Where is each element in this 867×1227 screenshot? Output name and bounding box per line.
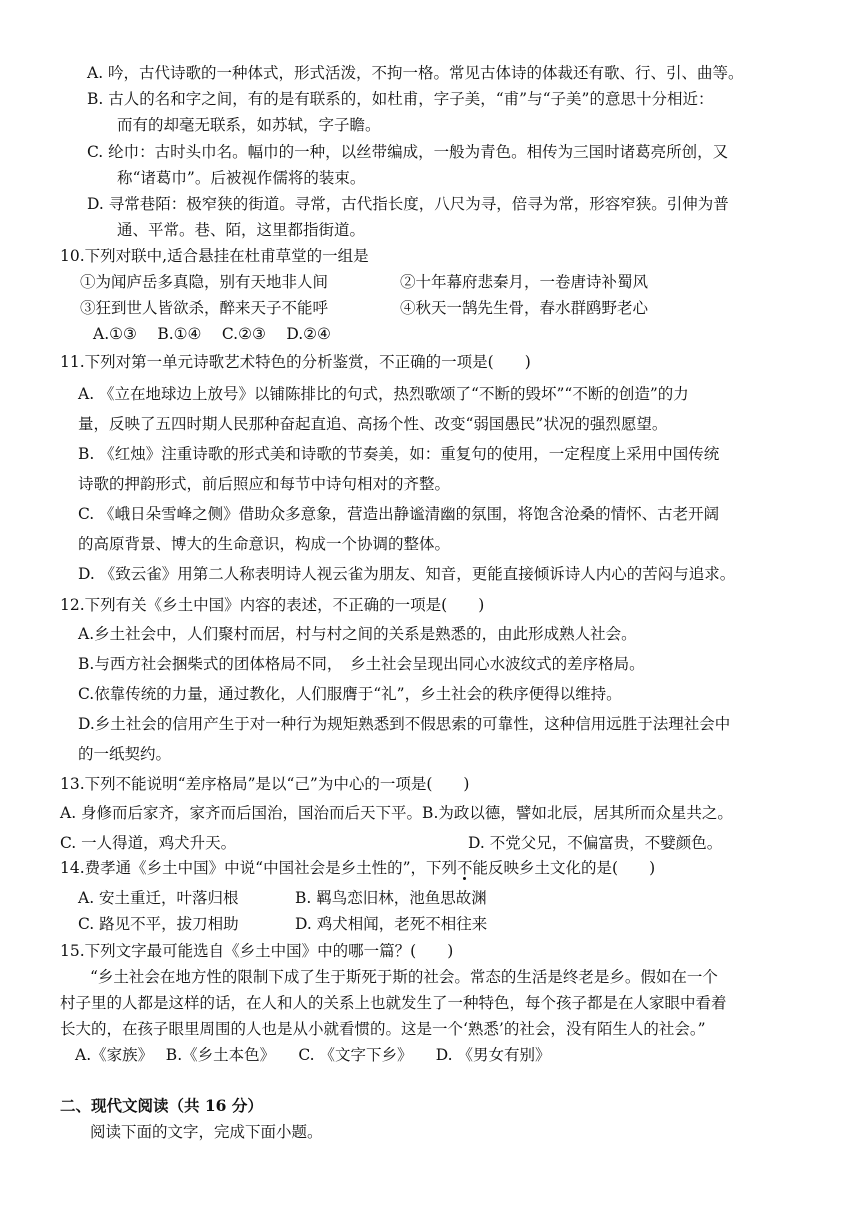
q9-option-b-cont: 而有的却毫无联系，如苏轼，字子瞻。 [117,116,381,134]
q14-option-a: A. 安土重迁，叶落归根 [78,889,239,907]
q15-passage-3: 长大的，在孩子眼里周围的人也是从小就看惯的。这是一个‘熟悉’的社会，没有陌生人的社会。” [60,1020,706,1038]
q10-stem: 10.下列对联中,适合悬挂在杜甫草堂的一组是 [60,247,369,265]
q13-option-c: C. 一人得道，鸡犬升天。 [60,834,237,852]
q14-stem-post: 能反映乡土文化的是( ) [472,859,656,877]
q15-passage-2: 村子里的人都是这样的话，在人和人的关系上也就发生了一种特色，每个孩子都是在人家眼中看着 [60,994,727,1012]
q10-couplet-2: ②十年幕府悲秦月，一卷唐诗补蜀风 [400,273,649,291]
q9-option-c: C. 纶巾：古时头巾名。幅巾的一种，以丝带编成，一般为青色。相传为三国时诸葛亮所创，又 [87,143,729,161]
q9-option-c-cont: 称“诸葛巾”。后被视作儒将的装束。 [117,169,366,187]
q13-stem: 13.下列不能说明“差序格局”是以“己”为中心的一项是( ) [60,775,470,793]
q10-couplet-1: ①为闻庐岳多真隐，别有天地非人间 [80,273,329,291]
q14-stem [60,857,655,879]
q15-passage-1: “乡土社会在地方性的限制下成了生于斯死于斯的社会。常态的生活是终老是乡。假如在一个 [90,968,718,986]
q14-option-d: D. 鸡犬相闻，老死不相往来 [295,915,488,933]
q14-stem-pre: 14.费孝通《乡土中国》中说“中国社会是乡土性的”，下列 [60,859,458,877]
q12-option-a: A.乡土社会中，人们聚村而居，村与村之间的关系是熟悉的，由此形成熟人社会。 [78,625,637,643]
q12-option-b: B.与西方社会捆柴式的团体格局不同， 乡土社会呈现出同心水波纹式的差序格局。 [78,655,645,673]
q15-stem: 15.下列文字最可能选自《乡土中国》中的哪一篇？( ) [60,942,454,960]
q13-option-d: D. 不党父兄，不偏富贵，不嬖颜色。 [468,834,723,852]
q9-option-d-cont: 通、平常。巷、陌，这里都指街道。 [117,221,366,239]
q11-option-a: A. 《立在地球边上放号》以铺陈排比的句式，热烈歌颂了“不断的毁坏”“不断的创造”的力 [78,385,689,403]
q11-option-b: B. 《红烛》注重诗歌的形式美和诗歌的节奏美，如：重复句的使用，一定程度上采用中国传统 [78,445,720,463]
q11-option-d: D. 《致云雀》用第二人称表明诗人视云雀为朋友、知音，更能直接倾诉诗人内心的苦闷与追求。 [78,565,736,583]
q12-option-c: C.依靠传统的力量，通过教化，人们服膺于“礼”，乡土社会的秩序便得以维持。 [78,685,622,703]
q11-option-b-cont: 诗歌的押韵形式，前后照应和每节中诗句相对的齐整。 [78,475,451,493]
section-2-instruction: 阅读下面的文字，完成下面小题。 [90,1123,323,1141]
q12-option-d-cont: 的一纸契约。 [78,745,172,763]
section-2-title: 二、现代文阅读（共 16 分） [60,1096,263,1115]
q14-option-b: B. 羁鸟恋旧林，池鱼思故渊 [295,889,487,907]
q10-couplet-4: ④秋天一鹄先生骨，春水群鸥野老心 [400,299,649,317]
q15-choices: A.《家族》 B.《乡土本色》 C. 《文字下乡》 D. 《男女有别》 [75,1046,551,1064]
q14-option-c: C. 路见不平，拔刀相助 [78,915,239,933]
q9-option-b: B. 古人的名和字之间，有的是有联系的，如杜甫，字子美，“甫”与“子美”的意思十分相近： [87,90,714,108]
q11-option-c: C. 《峨日朵雪峰之侧》借助众多意象，营造出静谧清幽的氛围，将饱含沧桑的情怀、古老开阔 [78,505,720,523]
q11-option-c-cont: 的高原背景、博大的生命意识，构成一个协调的整体。 [78,535,451,553]
q11-stem: 11.下列对第一单元诗歌艺术特色的分析鉴赏，不正确的一项是( ) [60,353,531,371]
q10-choices: A.①③ B.①④ C.②③ D.②④ [93,325,331,343]
q9-option-a: A. 吟，古代诗歌的一种体式，形式活泼，不拘一格。常见古体诗的体裁还有歌、行、引、曲等。 [87,64,744,82]
q14-stem-emphasis: 不 [457,859,473,877]
q13-options-ab: A. 身修而后家齐，家齐而后国治，国治而后天下平。B.为政以德，譬如北辰，居其所而众星共之。 [60,804,733,822]
q9-option-d: D. 寻常巷陌：极窄狭的街道。寻常，古代指长度，八尺为寻，倍寻为常，形容窄狭。引伸为普 [87,195,729,213]
q12-stem: 12.下列有关《乡土中国》内容的表述，不正确的一项是( ) [60,596,485,614]
q10-couplet-3: ③狂到世人皆欲杀，醉来天子不能呼 [80,299,329,317]
q12-option-d: D.乡土社会的信用产生于对一种行为规矩熟悉到不假思索的可靠性，这种信用远胜于法理社会中 [78,715,731,733]
q11-option-a-cont: 量，反映了五四时期人民那种奋起直追、高扬个性、改变“弱国愚民”状况的强烈愿望。 [78,415,668,433]
